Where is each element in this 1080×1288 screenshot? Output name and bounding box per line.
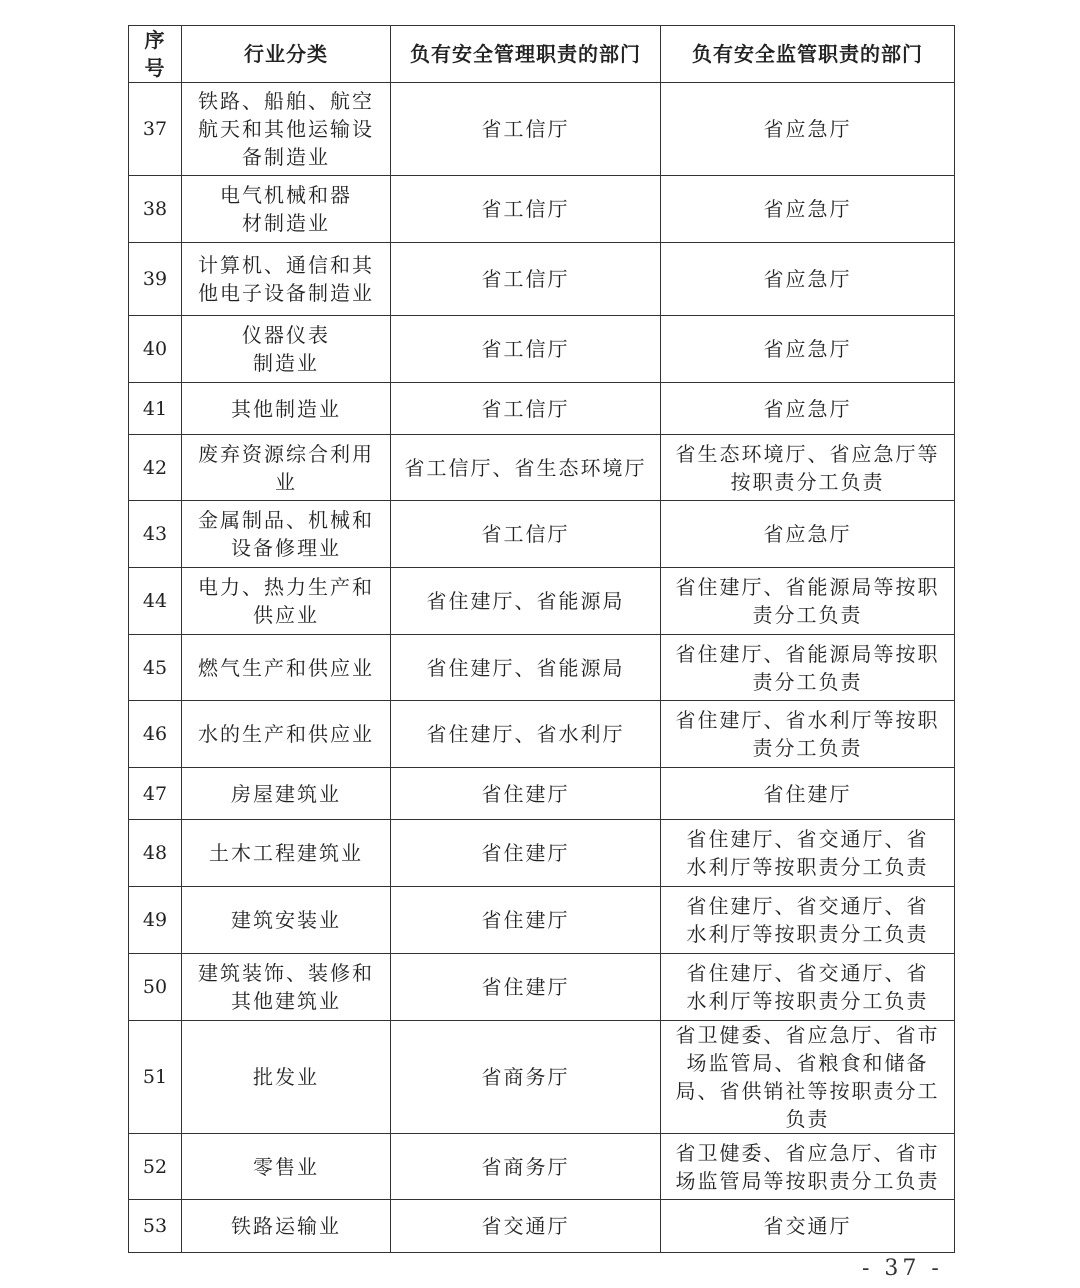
management-dept-cell: 省住建厅、省水利厅: [391, 701, 661, 768]
supervision-dept-cell: 省卫健委、省应急厅、省市场监管局等按职责分工负责: [661, 1134, 955, 1200]
industry-cell: 铁路运输业: [182, 1200, 391, 1253]
row-number: 46: [129, 701, 182, 768]
table-row: [129, 316, 955, 383]
row-number: 48: [129, 820, 182, 887]
industry-cell: 仪器仪表制造业: [182, 316, 391, 383]
supervision-dept-cell: 省生态环境厅、省应急厅等按职责分工负责: [661, 435, 955, 501]
row-number: 53: [129, 1200, 182, 1253]
header-supervision-dept: 负有安全监管职责的部门: [661, 26, 955, 83]
row-number: 47: [129, 768, 182, 820]
management-dept-cell: 省住建厅: [391, 820, 661, 887]
industry-cell: 燃气生产和供应业: [182, 635, 391, 701]
industry-cell: 建筑安装业: [182, 887, 391, 954]
supervision-dept-cell: 省应急厅: [661, 316, 955, 383]
table-row: [129, 820, 955, 887]
table-row: [129, 954, 955, 1021]
management-dept-cell: 省工信厅: [391, 243, 661, 316]
table-row: [129, 501, 955, 568]
management-dept-cell: 省工信厅: [391, 383, 661, 435]
table-row: [129, 383, 955, 435]
table-row: [129, 568, 955, 635]
table-row: [129, 701, 955, 768]
row-number: 51: [129, 1021, 182, 1134]
management-dept-cell: 省住建厅: [391, 954, 661, 1021]
table-header-row: [129, 26, 955, 83]
industry-department-table: [128, 25, 955, 1253]
supervision-dept-cell: 省住建厅、省能源局等按职责分工负责: [661, 635, 955, 701]
industry-cell: 废弃资源综合利用业: [182, 435, 391, 501]
supervision-dept-cell: 省应急厅: [661, 383, 955, 435]
row-number: 40: [129, 316, 182, 383]
supervision-dept-cell: 省住建厅、省交通厅、省水利厅等按职责分工负责: [661, 887, 955, 954]
industry-cell: 铁路、船舶、航空航天和其他运输设备制造业: [182, 83, 391, 176]
page-number: - 37 -: [862, 1256, 943, 1281]
row-number: 50: [129, 954, 182, 1021]
row-number: 45: [129, 635, 182, 701]
supervision-dept-cell: 省住建厅、省交通厅、省水利厅等按职责分工负责: [661, 954, 955, 1021]
industry-cell: 零售业: [182, 1134, 391, 1200]
management-dept-cell: 省住建厅、省能源局: [391, 635, 661, 701]
industry-cell: 金属制品、机械和设备修理业: [182, 501, 391, 568]
supervision-dept-cell: 省住建厅、省能源局等按职责分工负责: [661, 568, 955, 635]
industry-cell: 其他制造业: [182, 383, 391, 435]
supervision-dept-cell: 省应急厅: [661, 83, 955, 176]
industry-cell: 建筑装饰、装修和其他建筑业: [182, 954, 391, 1021]
table-row: [129, 1200, 955, 1253]
supervision-dept-cell: 省应急厅: [661, 501, 955, 568]
table-row: [129, 768, 955, 820]
supervision-dept-cell: 省卫健委、省应急厅、省市场监管局、省粮食和储备局、省供销社等按职责分工负责: [661, 1021, 955, 1134]
management-dept-cell: 省工信厅: [391, 83, 661, 176]
row-number: 52: [129, 1134, 182, 1200]
management-dept-cell: 省商务厅: [391, 1021, 661, 1134]
industry-cell: 土木工程建筑业: [182, 820, 391, 887]
row-number: 37: [129, 83, 182, 176]
row-number: 42: [129, 435, 182, 501]
table-row: [129, 435, 955, 501]
table-row: [129, 83, 955, 176]
table-row: [129, 635, 955, 701]
management-dept-cell: 省住建厅: [391, 887, 661, 954]
supervision-dept-cell: 省住建厅、省交通厅、省水利厅等按职责分工负责: [661, 820, 955, 887]
header-industry: 行业分类: [182, 26, 391, 83]
table-row: [129, 1021, 955, 1134]
industry-cell: 房屋建筑业: [182, 768, 391, 820]
supervision-dept-cell: 省交通厅: [661, 1200, 955, 1253]
management-dept-cell: 省工信厅、省生态环境厅: [391, 435, 661, 501]
row-number: 39: [129, 243, 182, 316]
management-dept-cell: 省住建厅、省能源局: [391, 568, 661, 635]
industry-cell: 电气机械和器材制造业: [182, 176, 391, 243]
row-number: 43: [129, 501, 182, 568]
header-management-dept: 负有安全管理职责的部门: [391, 26, 661, 83]
row-number: 49: [129, 887, 182, 954]
management-dept-cell: 省工信厅: [391, 316, 661, 383]
supervision-dept-cell: 省应急厅: [661, 176, 955, 243]
table-row: [129, 243, 955, 316]
row-number: 38: [129, 176, 182, 243]
management-dept-cell: 省交通厅: [391, 1200, 661, 1253]
supervision-dept-cell: 省应急厅: [661, 243, 955, 316]
supervision-dept-cell: 省住建厅、省水利厅等按职责分工负责: [661, 701, 955, 768]
table-row: [129, 887, 955, 954]
management-dept-cell: 省工信厅: [391, 501, 661, 568]
table-row: [129, 176, 955, 243]
row-number: 44: [129, 568, 182, 635]
industry-cell: 电力、热力生产和供应业: [182, 568, 391, 635]
management-dept-cell: 省住建厅: [391, 768, 661, 820]
management-dept-cell: 省工信厅: [391, 176, 661, 243]
industry-cell: 批发业: [182, 1021, 391, 1134]
table-row: [129, 1134, 955, 1200]
row-number: 41: [129, 383, 182, 435]
industry-cell: 水的生产和供应业: [182, 701, 391, 768]
header-seq-no: 序号: [129, 26, 182, 83]
management-dept-cell: 省商务厅: [391, 1134, 661, 1200]
supervision-dept-cell: 省住建厅: [661, 768, 955, 820]
industry-cell: 计算机、通信和其他电子设备制造业: [182, 243, 391, 316]
